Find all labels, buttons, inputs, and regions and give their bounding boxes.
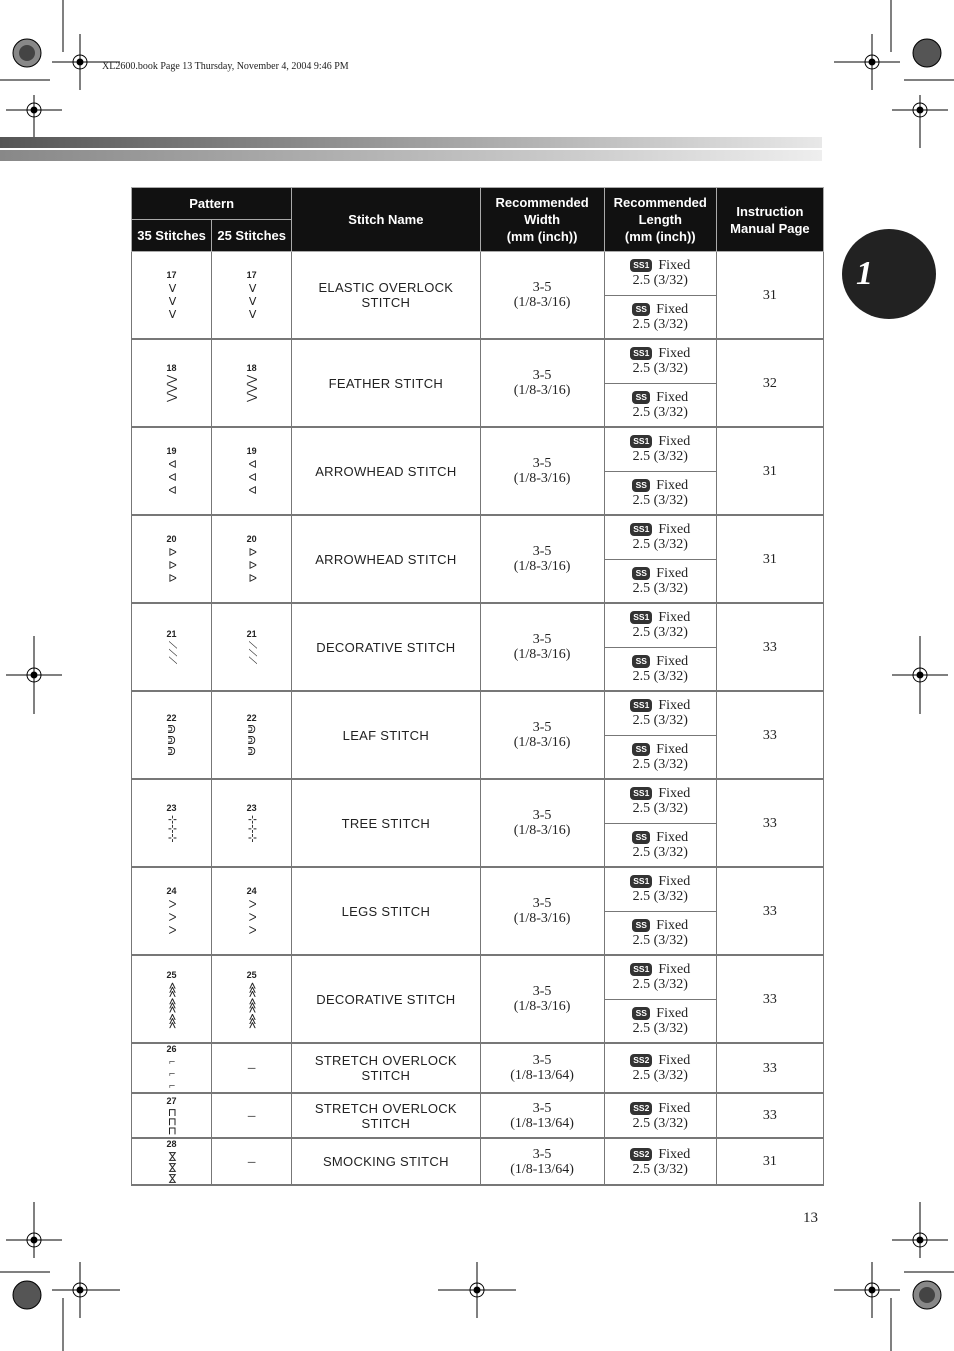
pattern-number: 26 bbox=[166, 1044, 177, 1054]
header-length: Recommended Length (mm (inch)) bbox=[604, 188, 716, 252]
not-available-dash: – bbox=[247, 1153, 256, 1170]
stitch-plate-badge-icon: SS1 bbox=[630, 699, 652, 712]
length-option: SS Fixed 2.5 (3/32) bbox=[605, 471, 716, 515]
length-option: SS1 Fixed 2.5 (3/32) bbox=[605, 252, 716, 295]
manual-page-cell: 31 bbox=[716, 515, 823, 603]
pattern-35-cell bbox=[132, 252, 212, 340]
pattern-25-cell bbox=[212, 515, 292, 603]
manual-page-cell: 32 bbox=[716, 339, 823, 427]
width-cell: 3-5 (1/8-3/16) bbox=[480, 779, 604, 867]
width-cell: 3-5 (1/8-13/64) bbox=[480, 1138, 604, 1185]
stitch-pattern-icon: ᐊᐊᐊ bbox=[246, 457, 259, 497]
pattern-number: 17 bbox=[246, 269, 257, 280]
pattern-number: 23 bbox=[246, 803, 257, 814]
pattern-25-cell bbox=[212, 1043, 292, 1093]
header-band-top bbox=[0, 137, 822, 148]
length-option: SS Fixed 2.5 (3/32) bbox=[605, 823, 716, 867]
manual-page-cell: 33 bbox=[716, 779, 823, 867]
stitch-plate-badge-icon: SS1 bbox=[630, 611, 652, 624]
stitch-plate-badge-icon: SS1 bbox=[630, 523, 652, 536]
stitch-pattern-icon: ⊹⊹⊹ bbox=[166, 815, 179, 843]
length-cell bbox=[604, 603, 716, 691]
manual-page-cell: 33 bbox=[716, 1093, 823, 1138]
width-cell: 3-5 (1/8-3/16) bbox=[480, 339, 604, 427]
length-option: SS2 Fixed 2.5 (3/32) bbox=[605, 1094, 716, 1137]
pattern-35-cell bbox=[132, 339, 212, 427]
manual-page-cell: 33 bbox=[716, 955, 823, 1043]
table-row bbox=[132, 779, 824, 867]
table-row bbox=[132, 1093, 824, 1138]
pattern-35-cell bbox=[132, 603, 212, 691]
stitch-pattern-icon: ⟋⟋⟋ bbox=[246, 641, 259, 665]
stitch-name-cell: LEGS STITCH bbox=[292, 867, 480, 955]
stitch-plate-badge-icon: SS2 bbox=[630, 1054, 652, 1067]
header-manual-page: Instruction Manual Page bbox=[716, 188, 823, 252]
header-35-stitches: 35 Stitches bbox=[132, 220, 212, 252]
stitch-plate-badge-icon: SS1 bbox=[630, 787, 652, 800]
table-row bbox=[132, 1043, 824, 1093]
stitch-pattern-icon: ᐅᐅᐅ bbox=[246, 545, 259, 585]
stitch-plate-badge-icon: SS1 bbox=[630, 875, 652, 888]
length-option: SS Fixed 2.5 (3/32) bbox=[605, 559, 716, 603]
pattern-35-cell bbox=[132, 691, 212, 779]
length-option: SS1 Fixed 2.5 (3/32) bbox=[605, 868, 716, 911]
pattern-number: 25 bbox=[246, 969, 257, 980]
stitch-pattern-icon: ᐯᐯᐯ bbox=[246, 281, 259, 321]
width-cell: 3-5 (1/8-3/16) bbox=[480, 691, 604, 779]
pattern-25-cell bbox=[212, 252, 292, 340]
length-option: SS1 Fixed 2.5 (3/32) bbox=[605, 780, 716, 823]
width-cell: 3-5 (1/8-13/64) bbox=[480, 1093, 604, 1138]
pattern-25-cell bbox=[212, 691, 292, 779]
length-option: SS1 Fixed 2.5 (3/32) bbox=[605, 692, 716, 735]
header-band-bottom bbox=[0, 150, 822, 161]
pattern-25-cell bbox=[212, 955, 292, 1043]
pattern-number: 20 bbox=[166, 533, 177, 544]
stitch-name-cell: STRETCH OVERLOCK STITCH bbox=[292, 1093, 480, 1138]
pattern-25-cell bbox=[212, 779, 292, 867]
length-option: SS1 Fixed 2.5 (3/32) bbox=[605, 956, 716, 999]
file-meta-line: XL2600.book Page 13 Thursday, November 4, 2004 9:46 PM bbox=[102, 61, 349, 72]
width-cell: 3-5 (1/8-3/16) bbox=[480, 955, 604, 1043]
stitch-plate-badge-icon: SS bbox=[632, 655, 650, 668]
length-cell bbox=[604, 427, 716, 515]
stitch-pattern-icon: ⋀⋀⋀ bbox=[166, 375, 179, 403]
stitch-pattern-icon: ⌐⌐⌐ bbox=[166, 1056, 179, 1092]
length-option: SS1 Fixed 2.5 (3/32) bbox=[605, 340, 716, 383]
stitch-pattern-icon: ᐳᐳᐳ bbox=[246, 897, 259, 937]
pattern-25-cell bbox=[212, 339, 292, 427]
length-cell bbox=[604, 515, 716, 603]
length-option: SS Fixed 2.5 (3/32) bbox=[605, 735, 716, 779]
pattern-number: 19 bbox=[246, 445, 257, 456]
stitch-pattern-icon: ᐊᐊᐊ bbox=[166, 457, 179, 497]
pattern-35-cell bbox=[132, 1043, 212, 1093]
stitch-pattern-icon: ⊏⊏⊏ bbox=[166, 1107, 179, 1136]
length-option: SS1 Fixed 2.5 (3/32) bbox=[605, 516, 716, 559]
length-cell bbox=[604, 339, 716, 427]
pattern-number: 21 bbox=[246, 629, 257, 640]
pattern-35-cell bbox=[132, 515, 212, 603]
stitch-plate-badge-icon: SS1 bbox=[630, 347, 652, 360]
length-cell bbox=[604, 867, 716, 955]
stitch-plate-badge-icon: SS1 bbox=[630, 963, 652, 976]
stitch-name-cell: ARROWHEAD STITCH bbox=[292, 515, 480, 603]
manual-page-cell: 31 bbox=[716, 1138, 823, 1185]
length-cell bbox=[604, 1138, 716, 1185]
page-number: 13 bbox=[803, 1210, 818, 1226]
header-25-stitches: 25 Stitches bbox=[212, 220, 292, 252]
width-cell: 3-5 (1/8-3/16) bbox=[480, 427, 604, 515]
stitch-plate-badge-icon: SS bbox=[632, 919, 650, 932]
pattern-25-cell bbox=[212, 427, 292, 515]
table-row bbox=[132, 867, 824, 955]
stitch-name-cell: DECORATIVE STITCH bbox=[292, 603, 480, 691]
pattern-number: 25 bbox=[166, 969, 177, 980]
stitch-pattern-icon: ᕲᕲᕲ bbox=[166, 724, 179, 758]
pattern-35-cell bbox=[132, 427, 212, 515]
table-row bbox=[132, 603, 824, 691]
pattern-25-cell bbox=[212, 603, 292, 691]
stitch-pattern-icon: ⊹⊹⊹ bbox=[246, 815, 259, 843]
pattern-number: 24 bbox=[246, 885, 257, 896]
manual-page-cell: 31 bbox=[716, 427, 823, 515]
stitch-plate-badge-icon: SS bbox=[632, 567, 650, 580]
length-cell bbox=[604, 779, 716, 867]
pattern-number: 22 bbox=[246, 712, 257, 723]
table-row bbox=[132, 252, 824, 340]
pattern-25-cell bbox=[212, 867, 292, 955]
pattern-number: 22 bbox=[166, 712, 177, 723]
stitch-name-cell: STRETCH OVERLOCK STITCH bbox=[292, 1043, 480, 1093]
length-cell bbox=[604, 252, 716, 340]
pattern-35-cell bbox=[132, 1093, 212, 1138]
stitch-pattern-icon: ᐅᐅᐅ bbox=[166, 545, 179, 585]
pattern-number: 24 bbox=[166, 885, 177, 896]
not-available-dash: – bbox=[247, 1107, 256, 1124]
stitch-table bbox=[131, 187, 824, 1186]
pattern-35-cell bbox=[132, 1138, 212, 1185]
length-option: SS Fixed 2.5 (3/32) bbox=[605, 295, 716, 339]
pattern-35-cell bbox=[132, 867, 212, 955]
stitch-plate-badge-icon: SS1 bbox=[630, 435, 652, 448]
stitch-pattern-icon: ⋀⋀⋀ bbox=[246, 375, 259, 403]
stitch-name-cell: LEAF STITCH bbox=[292, 691, 480, 779]
stitch-pattern-icon: ᐯᐯᐯ bbox=[166, 281, 179, 321]
length-option: SS Fixed 2.5 (3/32) bbox=[605, 383, 716, 427]
length-option: SS1 Fixed 2.5 (3/32) bbox=[605, 428, 716, 471]
length-option: SS2 Fixed 2.5 (3/32) bbox=[605, 1139, 716, 1184]
width-cell: 3-5 (1/8-13/64) bbox=[480, 1043, 604, 1093]
stitch-plate-badge-icon: SS bbox=[632, 479, 650, 492]
width-cell: 3-5 (1/8-3/16) bbox=[480, 515, 604, 603]
manual-page-cell: 33 bbox=[716, 1043, 823, 1093]
stitch-pattern-icon: ⋈⋈⋈ bbox=[166, 1151, 179, 1184]
table-row bbox=[132, 1138, 824, 1185]
pattern-number: 19 bbox=[166, 445, 177, 456]
stitch-plate-badge-icon: SS1 bbox=[630, 259, 652, 272]
width-cell: 3-5 (1/8-3/16) bbox=[480, 867, 604, 955]
length-option: SS2 Fixed 2.5 (3/32) bbox=[605, 1044, 716, 1092]
pattern-number: 28 bbox=[166, 1139, 177, 1149]
header-width: Recommended Width (mm (inch)) bbox=[480, 188, 604, 252]
stitch-name-cell: FEATHER STITCH bbox=[292, 339, 480, 427]
manual-page-cell: 31 bbox=[716, 252, 823, 340]
manual-page-cell: 33 bbox=[716, 691, 823, 779]
pattern-25-cell bbox=[212, 1093, 292, 1138]
pattern-35-cell bbox=[132, 779, 212, 867]
stitch-name-cell: TREE STITCH bbox=[292, 779, 480, 867]
stitch-pattern-icon: ⋘⋘⋘ bbox=[246, 981, 259, 1029]
length-option: SS Fixed 2.5 (3/32) bbox=[605, 999, 716, 1043]
table-row bbox=[132, 427, 824, 515]
stitch-plate-badge-icon: SS bbox=[632, 303, 650, 316]
length-option: SS Fixed 2.5 (3/32) bbox=[605, 911, 716, 955]
pattern-35-cell bbox=[132, 955, 212, 1043]
pattern-number: 18 bbox=[166, 363, 177, 374]
length-cell bbox=[604, 955, 716, 1043]
stitch-plate-badge-icon: SS bbox=[632, 1007, 650, 1020]
header-stitch-name: Stitch Name bbox=[292, 188, 480, 252]
stitch-plate-badge-icon: SS2 bbox=[630, 1148, 652, 1161]
pattern-number: 20 bbox=[246, 533, 257, 544]
stitch-name-cell: ARROWHEAD STITCH bbox=[292, 427, 480, 515]
pattern-25-cell bbox=[212, 1138, 292, 1185]
pattern-number: 21 bbox=[166, 629, 177, 640]
pattern-number: 27 bbox=[166, 1095, 177, 1106]
stitch-name-cell: SMOCKING STITCH bbox=[292, 1138, 480, 1185]
table-row bbox=[132, 339, 824, 427]
pattern-number: 17 bbox=[166, 269, 177, 280]
stitch-name-cell: DECORATIVE STITCH bbox=[292, 955, 480, 1043]
pattern-number: 23 bbox=[166, 803, 177, 814]
stitch-plate-badge-icon: SS bbox=[632, 391, 650, 404]
header-pattern: Pattern bbox=[132, 188, 292, 220]
length-cell bbox=[604, 691, 716, 779]
stitch-pattern-icon: ⟋⟋⟋ bbox=[166, 641, 179, 665]
width-cell: 3-5 (1/8-3/16) bbox=[480, 603, 604, 691]
manual-page-cell: 33 bbox=[716, 603, 823, 691]
length-cell bbox=[604, 1043, 716, 1093]
table-row bbox=[132, 955, 824, 1043]
stitch-plate-badge-icon: SS2 bbox=[630, 1102, 652, 1115]
stitch-pattern-icon: ⋘⋘⋘ bbox=[166, 981, 179, 1029]
stitch-pattern-icon: ᕲᕲᕲ bbox=[246, 724, 259, 758]
table-row bbox=[132, 515, 824, 603]
pattern-number: 18 bbox=[246, 363, 257, 374]
stitch-pattern-icon: ᐳᐳᐳ bbox=[166, 897, 179, 937]
length-cell bbox=[604, 1093, 716, 1138]
table-row bbox=[132, 691, 824, 779]
length-option: SS Fixed 2.5 (3/32) bbox=[605, 647, 716, 691]
manual-page-cell: 33 bbox=[716, 867, 823, 955]
length-option: SS1 Fixed 2.5 (3/32) bbox=[605, 604, 716, 647]
width-cell: 3-5 (1/8-3/16) bbox=[480, 252, 604, 340]
stitch-name-cell: ELASTIC OVERLOCK STITCH bbox=[292, 252, 480, 340]
stitch-plate-badge-icon: SS bbox=[632, 831, 650, 844]
not-available-dash: – bbox=[247, 1060, 256, 1076]
chapter-tab: 1 bbox=[842, 229, 936, 319]
stitch-plate-badge-icon: SS bbox=[632, 743, 650, 756]
